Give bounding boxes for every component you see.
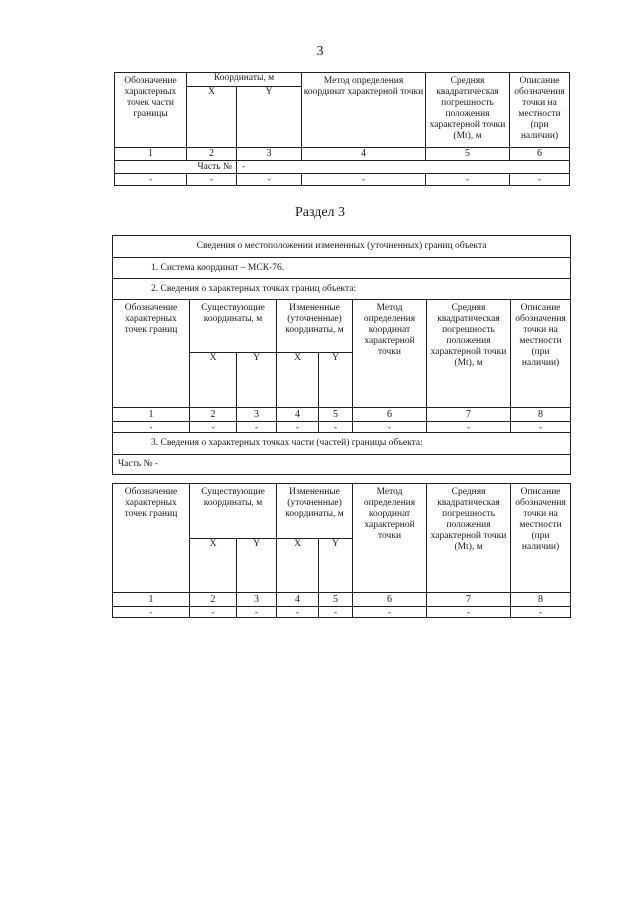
header-y: Y [319, 539, 353, 593]
header-description: Описание обозначения точки на местности (при наличии) [510, 73, 570, 148]
table-cell: - [302, 174, 426, 186]
header-method: Метод определения координат характерной точки [302, 73, 426, 148]
column-number: 2 [190, 408, 237, 422]
table-cell: - [510, 174, 570, 186]
header-coordinates: Координаты, м [187, 73, 302, 87]
column-number: 4 [277, 408, 319, 422]
header-designation: Обозначение характерных точек части границы [115, 73, 187, 148]
column-number: 7 [427, 593, 511, 607]
table-cell: - [427, 607, 511, 618]
header-changed-coordinates: Измененные (уточненные) координаты, м [277, 300, 353, 353]
header-x: X [277, 539, 319, 593]
header-accuracy: Средняя квадратическая погрешность положения характерной точки (Mt), м [426, 73, 510, 148]
part-label: Часть № - [113, 455, 571, 475]
table-cell: - [353, 422, 427, 433]
header-y: Y [237, 539, 277, 593]
table-cell: - [237, 174, 302, 186]
column-number: 8 [511, 593, 571, 607]
table-cell: - [427, 422, 511, 433]
table-cell: - [115, 174, 187, 186]
header-y: Y [237, 87, 302, 148]
column-number: 5 [319, 408, 353, 422]
header-existing-coordinates: Существующие координаты, м [190, 300, 277, 353]
column-number: 6 [353, 408, 427, 422]
header-accuracy: Средняя квадратическая погрешность положения характерной точки (Mt), м [427, 484, 511, 593]
table-caption: Сведения о местоположении измененных (уточненных) границ объекта [113, 236, 571, 258]
table-cell: - [277, 422, 319, 433]
column-number: 3 [237, 593, 277, 607]
header-x: X [277, 353, 319, 408]
column-number: 7 [427, 408, 511, 422]
page-number: 3 [316, 44, 324, 59]
header-existing-coordinates: Существующие координаты, м [190, 484, 277, 539]
header-designation: Обозначение характерных точек границ [113, 484, 190, 593]
table-cell: - [511, 422, 571, 433]
column-number: 3 [237, 148, 302, 161]
column-number: 4 [277, 593, 319, 607]
table-cell: - [353, 607, 427, 618]
header-method: Метод определения координат характерной точки [353, 484, 427, 593]
table-cell: - [426, 174, 510, 186]
part-boundary-points-table [112, 483, 571, 618]
table-cell: - [277, 607, 319, 618]
points-caption: 2. Сведения о характерных точках границ объекта: [113, 279, 571, 300]
header-x: X [190, 539, 237, 593]
part-value: - [237, 161, 570, 174]
column-number: 5 [319, 593, 353, 607]
header-y: Y [237, 353, 277, 408]
column-number: 1 [113, 593, 190, 607]
table-cell: - [113, 607, 190, 618]
part-label: Часть № [115, 161, 237, 174]
header-y: Y [319, 353, 353, 408]
column-number: 5 [426, 148, 510, 161]
table-cell: - [237, 422, 277, 433]
parts-caption: 3. Сведения о характерных точках части (частей) границы объекта: [113, 433, 571, 455]
table-cell: - [237, 607, 277, 618]
header-accuracy: Средняя квадратическая погрешность положения характерной точки (Mt), м [427, 300, 511, 408]
header-description: Описание обозначения точки на местности (при наличии) [511, 484, 571, 593]
boundary-points-table [112, 235, 571, 475]
column-number: 3 [237, 408, 277, 422]
table-cell: - [511, 607, 571, 618]
column-number: 8 [511, 408, 571, 422]
coordinate-system: 1. Система координат – МСК-76. [113, 258, 571, 279]
table-cell: - [113, 422, 190, 433]
column-number: 1 [113, 408, 190, 422]
column-number: 6 [510, 148, 570, 161]
header-method: Метод определения координат характерной точки [353, 300, 427, 408]
column-number: 1 [115, 148, 187, 161]
table-cell: - [190, 422, 237, 433]
table-cell: - [187, 174, 237, 186]
table-cell: - [319, 607, 353, 618]
column-number: 4 [302, 148, 426, 161]
section-title: Раздел 3 [294, 205, 346, 220]
header-changed-coordinates: Измененные (уточненные) координаты, м [277, 484, 353, 539]
header-x: X [187, 87, 237, 148]
table-cell: - [190, 607, 237, 618]
column-number: 6 [353, 593, 427, 607]
header-designation: Обозначение характерных точек границ [113, 300, 190, 408]
column-number: 2 [190, 593, 237, 607]
table-cell: - [319, 422, 353, 433]
header-description: Описание обозначения точки на местности (при наличии) [511, 300, 571, 408]
header-x: X [190, 353, 237, 408]
column-number: 2 [187, 148, 237, 161]
part-points-table [114, 72, 570, 186]
